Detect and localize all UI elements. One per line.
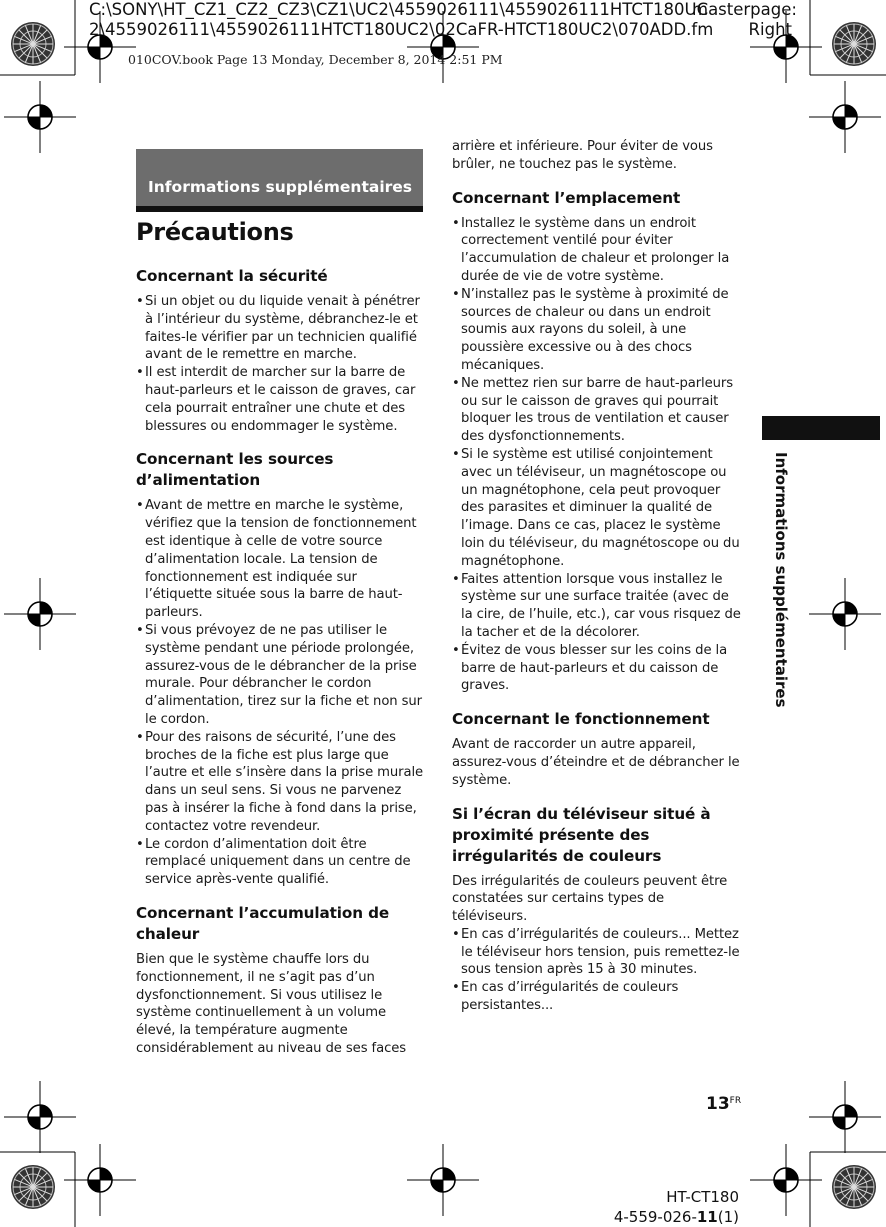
masterpage-header	[692, 0, 797, 40]
list-item: • En cas d’irrégularités de couleurs persistantes...	[452, 979, 742, 1015]
list-item: • Évitez de vous blesser sur les coins de la barre de haut-parleurs et du caisson de graves.	[452, 642, 742, 695]
file-path-line-1: C:\SONY\HT_CZ1_CZ2_CZ3\CZ1\UC2\4559026111\4559026111HTCT180UC	[89, 0, 709, 19]
heading-power: Concernant les sources d’alimentation	[136, 450, 334, 490]
masterpage-value: Right	[748, 20, 792, 39]
operation-paragraph: Avant de raccorder un autre appareil, assurez-vous d’éteindre et de débrancher le système.	[452, 737, 740, 788]
right-column	[452, 138, 742, 1015]
masterpage-label: masterpage:	[692, 0, 797, 19]
file-path-line-2: 2\4559026111\4559026111HTCT180UC2\02CaFR-HTCT180UC2\070ADD.fm	[89, 20, 714, 39]
book-info-line: 010COV.book Page 13 Monday, December 8, 2014 2:51 PM	[128, 52, 503, 67]
side-tab-marker	[762, 416, 880, 440]
part-number	[600, 1207, 739, 1227]
side-section-label: Informations supplémentaires	[772, 452, 790, 708]
placement-list	[452, 215, 742, 696]
power-list	[136, 497, 426, 889]
page-title: Précautions	[136, 218, 294, 246]
heading-tv-colors: Si l’écran du téléviseur situé à proximité présente des irrégularités de couleurs	[452, 804, 711, 865]
page-language-suffix: FR	[729, 1096, 742, 1106]
heading-operation: Concernant le fonctionnement	[452, 710, 710, 729]
heading-heat: Concernant l’accumulation de chaleur	[136, 903, 390, 943]
part-number-revision: 11	[696, 1208, 718, 1226]
tv-colors-list	[452, 926, 742, 1015]
heat-continued-paragraph: arrière et inférieure. Pour éviter de vous brûler, ne touchez pas le système.	[452, 139, 713, 172]
list-item: • Avant de mettre en marche le système, vérifiez que la tension de fonctionnement est identique à celle de votre source d’alimentation locale. La tension de fonctionnement est indiquée sur l’étiquette située sous la barre de haut-parleurs.	[136, 497, 426, 622]
list-item: • Pour des raisons de sécurité, l’une des broches de la fiche est plus large que l’autre et elle s’insère dans la prise murale dans un seul sens. Si vous ne parvenez pas à insérer la fiche à fond dans la prise, contactez votre revendeur.	[136, 729, 426, 836]
tv-colors-paragraph: Des irrégularités de couleurs peuvent être constatées sur certains types de téléviseurs.	[452, 873, 728, 925]
list-item: • Installez le système dans un endroit correctement ventilé pour éviter l’accumulation de chaleur et prolonger la durée de vie de votre système.	[452, 215, 742, 286]
model-info	[600, 1187, 739, 1227]
list-item: • Si un objet ou du liquide venait à pénétrer à l’intérieur du système, débranchez-le et faites-le vérifier par un technicien qualifié avant de le remettre en marche.	[136, 293, 426, 364]
banner-rule	[136, 206, 423, 212]
section-banner: Informations supplémentaires	[136, 149, 423, 206]
heading-placement: Concernant l’emplacement	[452, 188, 681, 207]
model-number: HT-CT180	[666, 1188, 739, 1206]
list-item: • Il est interdit de marcher sur la barre de haut-parleurs et le caisson de graves, car cela pourrait entraîner une chute et des blessures ou endommager le système.	[136, 364, 426, 435]
list-item: • Si le système est utilisé conjointement avec un téléviseur, un magnétoscope ou un magnétophone, cela peut provoquer des parasites et diminuer la qualité de l’image. Dans ce cas, placez le système loin du téléviseur, du magnétoscope ou du magnétophone.	[452, 446, 742, 571]
page-number-value: 13	[706, 1094, 730, 1114]
left-column	[136, 266, 426, 1058]
part-number-suffix: (1)	[717, 1208, 739, 1226]
part-number-prefix: 4-559-026-	[613, 1208, 697, 1226]
list-item: • N’installez pas le système à proximité de sources de chaleur ou dans un endroit soumis aux rayons du soleil, à une poussière excessive ou à des chocs mécaniques.	[452, 286, 742, 375]
list-item: • Si vous prévoyez de ne pas utiliser le système pendant une période prolongée, assurez-vous de le débrancher de la prise murale. Pour débrancher le cordon d’alimentation, tirez sur la fiche et non sur le cordon.	[136, 622, 426, 729]
page-number	[706, 1094, 741, 1114]
list-item: • Faites attention lorsque vous installez le système sur une surface traitée (avec de la cire, de l’huile, etc.), car vous risquez de la tacher et de la décolorer.	[452, 571, 742, 642]
heat-paragraph: Bien que le système chauffe lors du fonctionnement, il ne s’agit pas d’un dysfonctionnement. Si vous utilisez le système continuellement à un volume élevé, la température augmente considérablement au niveau de ses faces	[136, 951, 407, 1056]
list-item: • Le cordon d’alimentation doit être remplacé uniquement dans un centre de service après-vente qualifié.	[136, 836, 426, 889]
list-item: • Ne mettez rien sur barre de haut-parleurs ou sur le caisson de graves qui pourrait bloquer les trous de ventilation et causer des dysfonctionnements.	[452, 375, 742, 446]
list-item: • En cas d’irrégularités de couleurs... Mettez le téléviseur hors tension, puis remettez-le sous tension après 15 à 30 minutes.	[452, 926, 742, 979]
heading-security: Concernant la sécurité	[136, 267, 328, 285]
security-list	[136, 293, 426, 435]
file-path-header	[89, 0, 713, 40]
